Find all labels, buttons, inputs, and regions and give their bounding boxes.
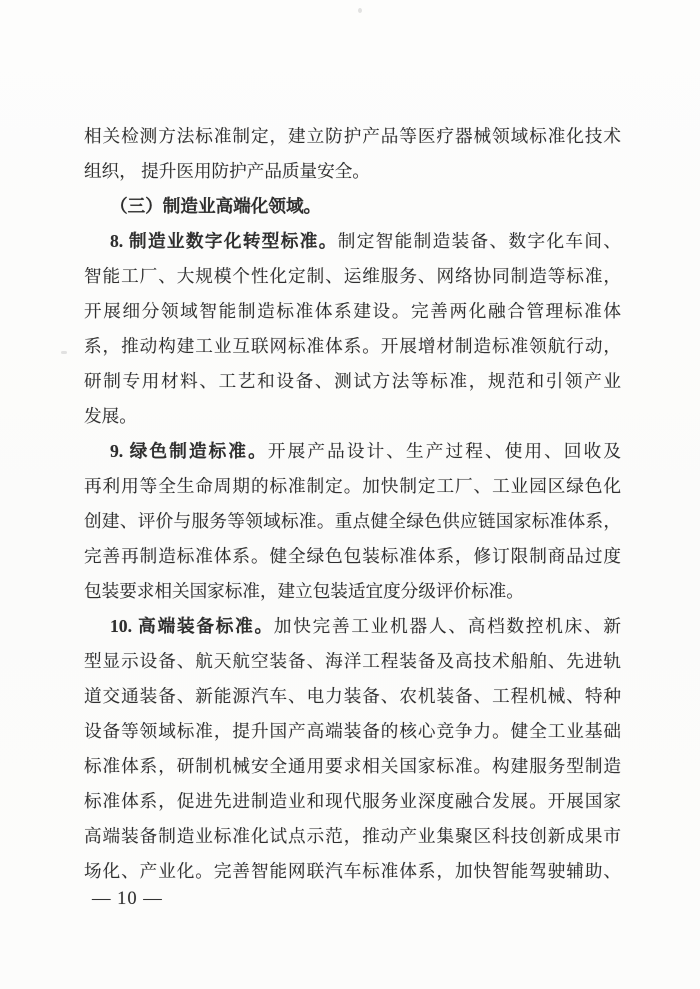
body-text: 相关检测方法标准制定，建立防护产品等医疗器械领域标准化技术 — [84, 126, 621, 146]
body-text: 包装要求相关国家标准，建立包装适宜度分级评价标准。 — [84, 581, 524, 601]
text-line — [84, 434, 621, 469]
text-line — [84, 574, 621, 609]
body-text: 标准体系，研制机械安全通用要求相关国家标准。构建服务型制造 — [84, 756, 621, 776]
text-line — [84, 784, 621, 819]
text-line — [84, 819, 621, 854]
section-heading — [84, 189, 621, 224]
emphasis-text: 8. 制造业数字化转型标准。 — [110, 231, 338, 251]
body-text: 型显示设备、航天航空装备、海洋工程装备及高技术船舶、先进轨 — [84, 651, 621, 671]
emphasis-text: 10. 高端装备标准。 — [110, 616, 274, 636]
paragraph-item-9 — [84, 434, 621, 609]
body-text: 智能工厂、大规模个性化定制、运维服务、网络协同制造等标准， — [84, 266, 621, 286]
text-line — [84, 714, 621, 749]
body-text: 创建、评价与服务等领域标准。重点健全绿色供应链国家标准体系， — [84, 511, 621, 531]
body-text: 发展。 — [84, 406, 137, 426]
text-line — [84, 469, 621, 504]
body-text: 制定智能制造装备、数字化车间、 — [337, 231, 621, 251]
body-text: 完善再制造标准体系。健全绿色包装标准体系，修订限制商品过度 — [84, 546, 621, 566]
text-line — [84, 679, 621, 714]
body-text: 组织， 提升医用防护产品质量安全。 — [84, 161, 370, 181]
text-line — [84, 644, 621, 679]
body-text: 研制专用材料、工艺和设备、测试方法等标准，规范和引领产业 — [84, 371, 621, 391]
emphasis-text: （三）制造业高端化领域。 — [110, 196, 322, 216]
body-text: 加快完善工业机器人、高档数控机床、新 — [273, 616, 621, 636]
text-line — [84, 329, 621, 364]
text-line — [84, 189, 621, 224]
text-line — [84, 154, 621, 189]
scan-speck — [358, 8, 362, 13]
body-text: 系，推动构建工业互联网标准体系。开展增材制造标准领航行动， — [84, 336, 621, 356]
text-line — [84, 259, 621, 294]
text-block — [84, 119, 621, 889]
footer-page-number: — 10 — — [92, 889, 163, 909]
body-text: 道交通装备、新能源汽车、电力装备、农机装备、工程机械、特种 — [84, 686, 621, 706]
text-line — [84, 399, 621, 434]
body-text: 开展细分领域智能制造标准体系建设。完善两化融合管理标准体 — [84, 301, 621, 321]
body-text: 高端装备制造业标准化试点示范，推动产业集聚区科技创新成果市 — [84, 826, 621, 846]
scan-speck — [61, 351, 67, 354]
text-line — [84, 224, 621, 259]
body-text: 场化、产业化。完善智能网联汽车标准体系，加快智能驾驶辅助、 — [84, 861, 621, 881]
body-text: 开展产品设计、生产过程、使用、回收及 — [267, 441, 621, 461]
body-text: 标准体系，促进先进制造业和现代服务业深度融合发展。开展国家 — [84, 791, 621, 811]
paragraph-item-10 — [84, 609, 621, 889]
text-line — [84, 294, 621, 329]
emphasis-text: 9. 绿色制造标准。 — [110, 441, 268, 461]
text-line — [84, 504, 621, 539]
paragraph-item-8 — [84, 224, 621, 434]
text-line — [84, 364, 621, 399]
text-line — [84, 539, 621, 574]
body-text: 再利用等全生命周期的标准制定。加快制定工厂、工业园区绿色化 — [84, 476, 621, 496]
paragraph-continuation — [84, 119, 621, 189]
text-line — [84, 854, 621, 889]
text-line — [84, 749, 621, 784]
text-line — [84, 119, 621, 154]
text-line — [84, 609, 621, 644]
body-text: 设备等领域标准，提升国产高端装备的核心竞争力。健全工业基础 — [84, 721, 621, 741]
